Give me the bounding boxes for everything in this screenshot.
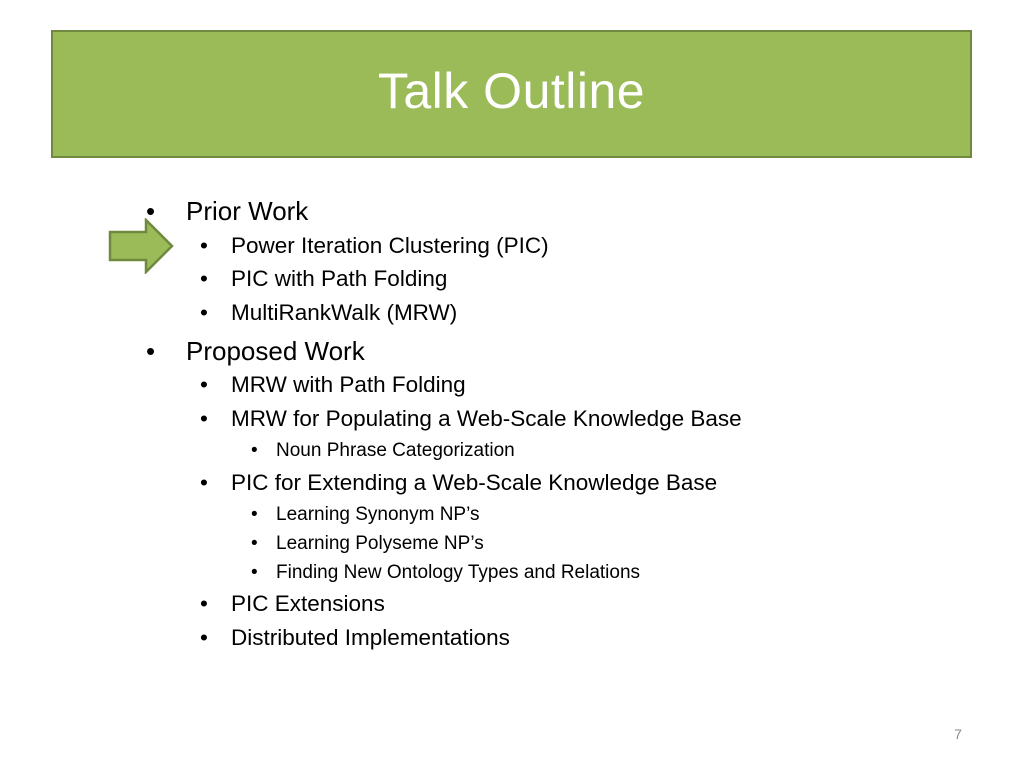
bullet: • [251,562,258,583]
bullet: • [251,440,258,461]
outline-item-label: Learning Synonym NP’s [276,504,480,525]
bullet: • [146,336,156,366]
outline-item-label: MultiRankWalk (MRW) [231,300,458,325]
outline-item-label: MRW with Path Folding [231,372,466,397]
outline-item-label: Proposed Work [186,336,365,366]
page-number: 7 [954,726,962,742]
outline-item-label: Finding New Ontology Types and Relations [276,562,641,583]
bullet: • [251,533,258,554]
bullet: • [251,504,258,525]
outline-item-label: Learning Polyseme NP’s [276,533,484,554]
slide-title: Talk Outline [377,63,646,119]
outline-item-label: PIC with Path Folding [231,266,448,291]
bullet: • [200,233,208,258]
bullet: • [200,300,208,325]
bullet: • [146,196,156,226]
outline-item-label: Noun Phrase Categorization [276,440,515,461]
outline-item-label: Prior Work [186,196,309,226]
bullet: • [200,406,208,431]
outline-item-label: PIC Extensions [231,591,385,616]
bullet: • [200,266,208,291]
outline-item-label: Distributed Implementations [231,625,510,650]
bullet: • [200,591,208,616]
bullet: • [200,372,208,397]
outline-item-label: MRW for Populating a Web-Scale Knowledge Base [231,406,742,431]
outline-item-label: Power Iteration Clustering (PIC) [231,233,549,258]
bullet: • [200,470,208,495]
bullet: • [200,625,208,650]
outline-item-label: PIC for Extending a Web-Scale Knowledge Base [231,470,718,495]
